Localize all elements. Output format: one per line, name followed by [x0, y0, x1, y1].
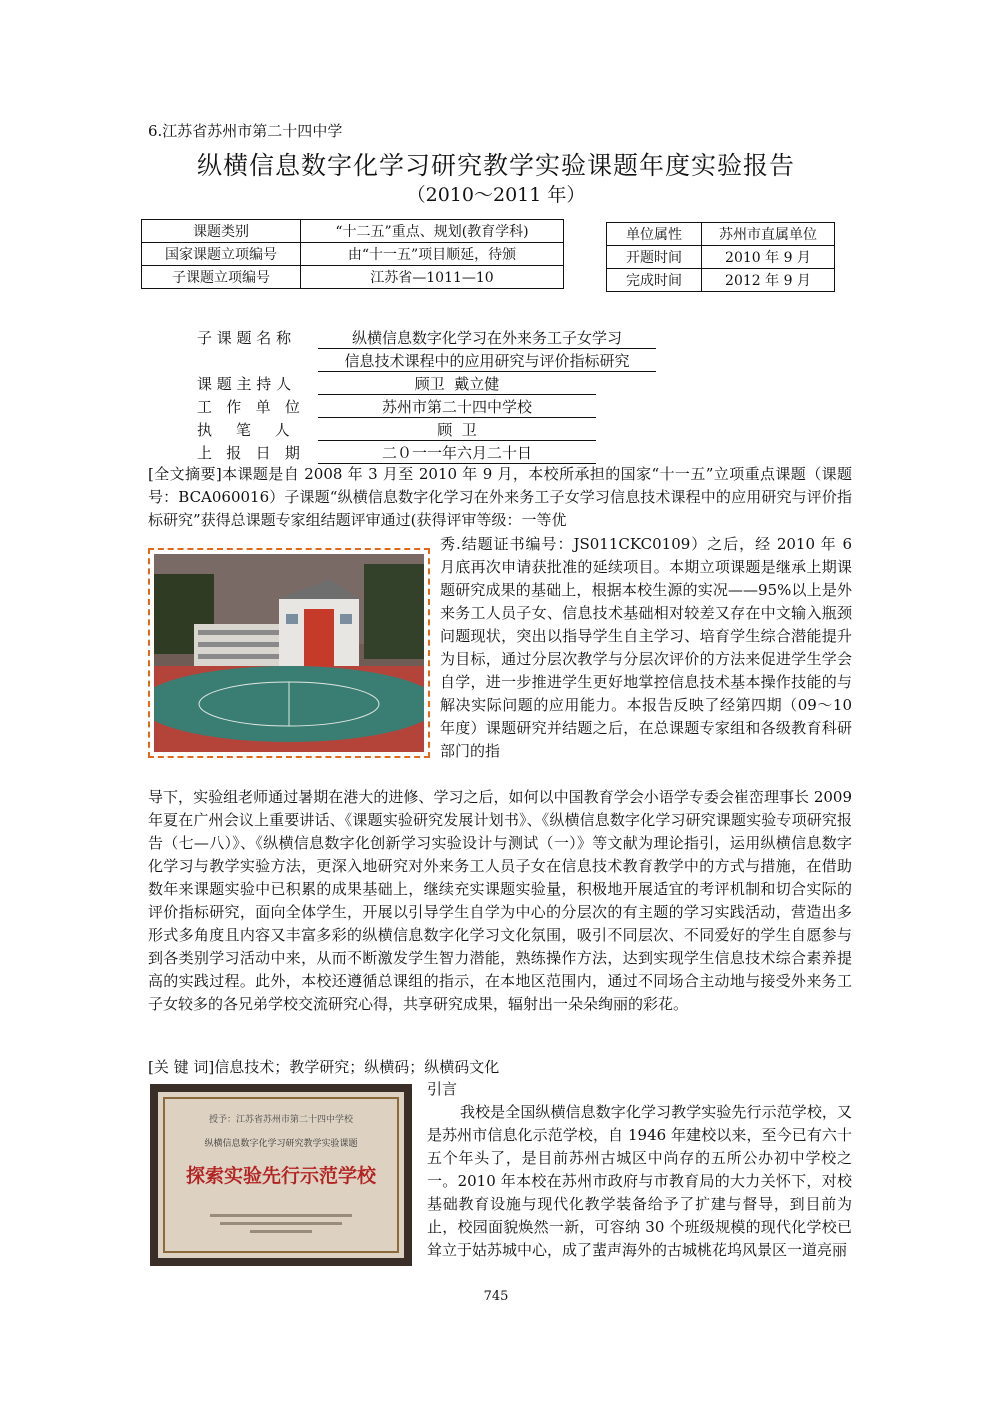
plaque-line3: 探索实验先行示范学校 [185, 1165, 377, 1187]
table-label: 子课题立项编号 [142, 266, 301, 289]
meta-host-row [0, 373, 992, 395]
meta-subject-row [0, 327, 992, 349]
meta-label: 执 笔 人 [197, 421, 290, 439]
report-title: 纵横信息数字化学习研究教学实验课题年度实验报告 [196, 151, 795, 180]
meta-value: 苏州市第二十四中学校 [318, 396, 596, 418]
meta-value: 顾 卫 [318, 419, 596, 441]
table-label: 开题时间 [607, 246, 702, 269]
school-photo [148, 548, 430, 758]
intro-paragraph: 我校是全国纵横信息数字化学习教学实验先行示范学校，又是苏州市信息化示范学校，自 1946 年建校以来，至今已有六十五个年头了，是目前苏州古城区中尚存的五所公办初中学校之一。2010 年本校在苏州市政府与市教育局的大力关怀下，对校基础教育设施与现代化教学装备给予了扩建与督导，到目前为止，校园面貌焕然一新，可容纳 30 个班级规模的现代化学校已耸立于姑苏城中心，成了蜚声海外的古城桃花坞风景区一道亮丽 [427, 1103, 852, 1259]
meta-label: 上 报 日 期 [197, 444, 300, 462]
award-plaque-image [150, 1084, 412, 1266]
table-value: 由“十一五”项目顺延，待颁 [301, 243, 564, 266]
abstract-intro: [全文摘要]本课题是自 2008 年 3 月至 2010 年 9 月，本校所承担的国家“十一五”立项重点课题（课题号：BCA060016）子课题“纵横信息数字化学习在外来务工子女学习信息技术课程中的应用研究与评价指标研究”获得总课题专家组结题评审通过(获得评审等级：一等优 [148, 465, 852, 529]
table-label: 国家课题立项编号 [142, 243, 301, 266]
meta-value: 顾卫 戴立健 [318, 373, 596, 395]
page-number: 745 [483, 1289, 509, 1304]
meta-unit-row [0, 396, 992, 418]
table-label: 完成时间 [607, 269, 702, 292]
meta-value: 二０一一年六月二十日 [318, 442, 596, 464]
plaque-line1: 授予：江苏省苏州市第二十四中学校 [208, 1115, 354, 1125]
abstract-beside-photo: 秀.结题证书编号：JS011CKC0109）之后，经 2010 年 6 月底再次申请获批准的延续项目。本期立项课题是继承上期课题研究成果的基础上，根据本校生源的实况——95%以上是外来务工人员子女、信息技术基础相对较差又存在中文输入瓶颈问题现状，突出以指导学生自主学习、培育学生综合潜能提升为目标，通过分层次教学与分层次评价的方法来促进学生学会自学，进一步推进学生更好地掌控信息技术基本操作技能的与解决实际问题的应用能力。本报告反映了经第四期（09～10 年度）课题研究并结题之后，在总课题专家组和各级教育科研部门的指 [440, 535, 852, 760]
meta-value: 信息技术课程中的应用研究与评价指标研究 [318, 350, 656, 372]
keywords: [关 键 词]信息技术；教学研究；纵横码；纵横码文化 [148, 1058, 500, 1076]
intro-heading: 引言 [427, 1080, 458, 1098]
meta-writer-row [0, 419, 992, 441]
table-value: 2010 年 9 月 [702, 246, 835, 269]
table-row [142, 243, 564, 266]
plaque-line2: 纵横信息数字化学习研究教学实验课题 [204, 1139, 358, 1149]
meta-label: 课 题 主 持 人 [197, 375, 292, 393]
table-label: 课题类别 [142, 220, 301, 243]
award-plaque [150, 1084, 412, 1266]
school-building-image [154, 554, 424, 752]
section-label: 6.江苏省苏州市第二十四中学 [148, 122, 343, 140]
table-value: 苏州市直属单位 [702, 223, 835, 246]
table-row [607, 269, 835, 292]
table-value: 江苏省—1011—10 [301, 266, 564, 289]
project-info-table [141, 219, 564, 289]
table-label: 单位属性 [607, 223, 702, 246]
table-row [142, 220, 564, 243]
meta-subject-row-2 [0, 350, 992, 372]
table-value: “十二五”重点、规划(教育学科) [301, 220, 564, 243]
unit-info-table [606, 222, 835, 292]
meta-value: 纵横信息数字化学习在外来务工子女学习 [318, 327, 656, 349]
meta-date-row [0, 442, 992, 464]
table-row [142, 266, 564, 289]
table-row [607, 246, 835, 269]
report-year: （2010～2011 年） [406, 184, 586, 206]
meta-label: 工 作 单 位 [197, 398, 300, 416]
meta-label: 子 课 题 名 称 [197, 329, 292, 347]
table-value: 2012 年 9 月 [702, 269, 835, 292]
abstract-body: 导下，实验组老师通过暑期在港大的进修、学习之后，如何以中国教育学会小语学专委会崔峦理事长 2009 年夏在广州会议上重要讲话、《课题实验研究发展计划书》、《纵横信息数字化学习研究课题实验专项研究报告（七—八）》、《纵横信息数字化创新学习实验设计与测试（一）》等文献为理论指引，运用纵横信息数字化学习与教学实验方法，更深入地研究对外来务工人员子女在信息技术教育教学中的方式与措施，在借助数年来课题实验中已积累的成果基础上，继续充实课题实验量，积极地开展适宜的考评机制和切合实际的评价指标研究，面向全体学生，开展以引导学生自学为中心的分层次的有主题的学习实践活动，营造出多形式多角度且内容又丰富多彩的纵横信息数字化学习文化氛围，吸引不同层次、不同爱好的学生自愿参与到各类别学习活动中来，从而不断激发学生智力潜能，熟练操作方法，达到实现学生信息技术综合素养提高的实践过程。此外，本校还遵循总课组的指示，在本地区范围内，通过不同场合主动地与接受外来务工子女较多的各兄弟学校交流研究心得，共享研究成果，辐射出一朵朵绚丽的彩花。 [148, 788, 852, 1013]
table-row [607, 223, 835, 246]
